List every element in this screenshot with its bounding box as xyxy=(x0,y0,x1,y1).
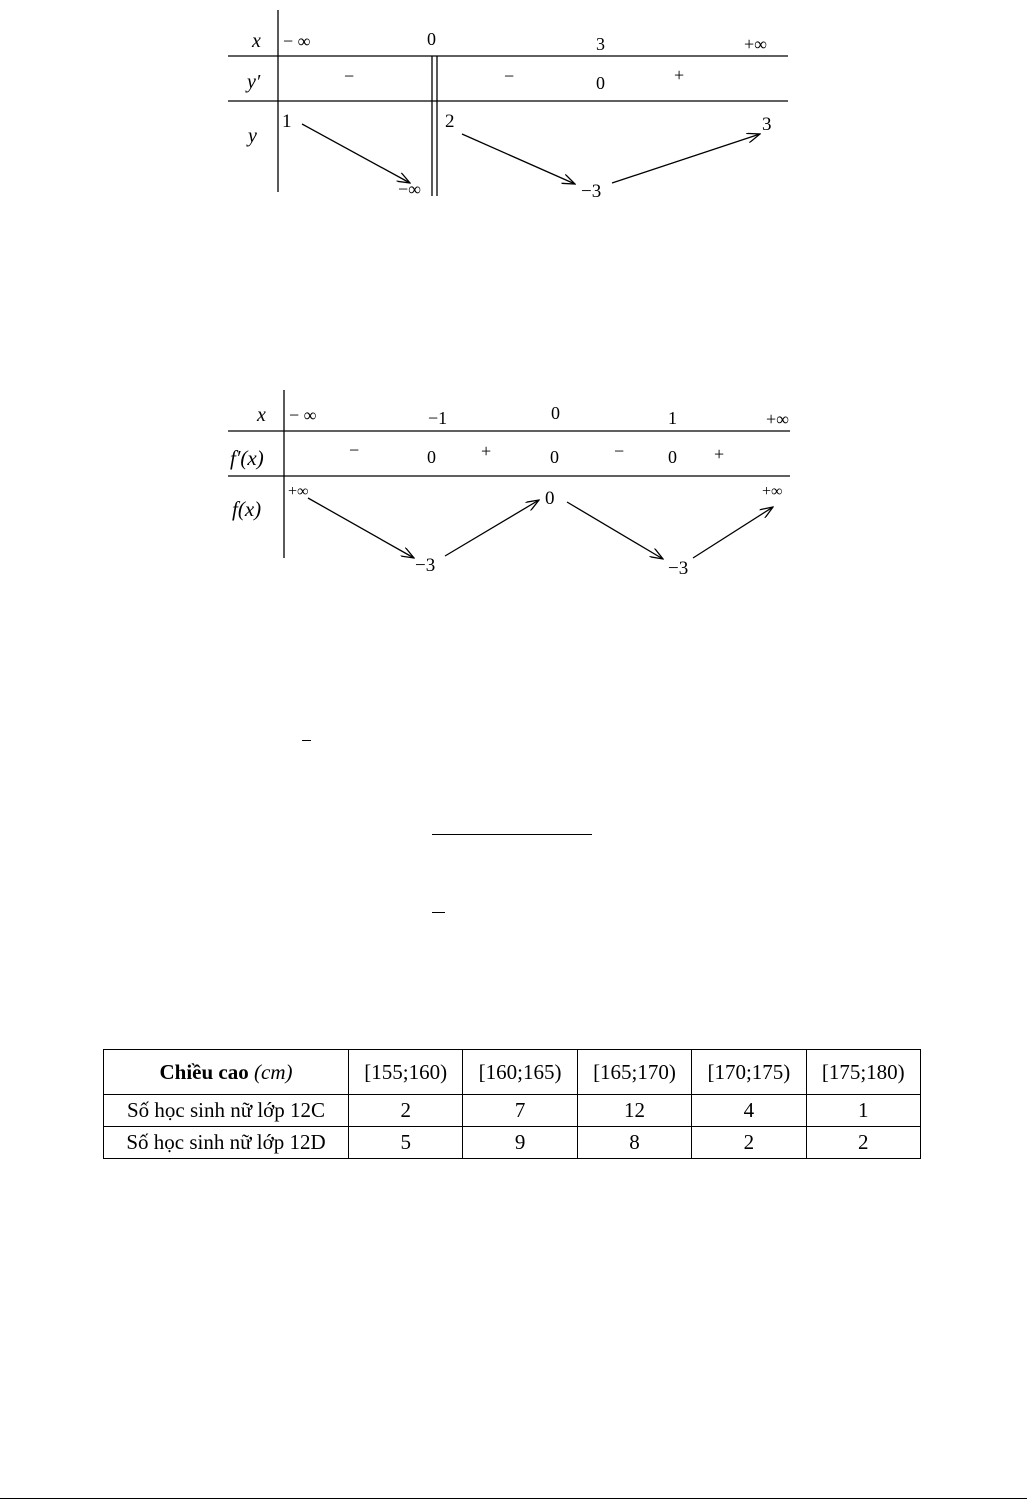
page-bottom-rule xyxy=(0,1498,1027,1499)
table2-arrow-1 xyxy=(308,498,414,558)
table2-zero-1: 0 xyxy=(427,447,436,467)
table1-y-2: 2 xyxy=(445,111,455,132)
table1-sign-zero: 0 xyxy=(596,73,605,93)
table2-x-pos-inf: +∞ xyxy=(766,409,789,429)
height-frequency-table xyxy=(103,1049,921,1159)
table-header-row xyxy=(104,1050,921,1095)
table1-sign-2: − xyxy=(504,66,515,86)
table2-f-pos-inf-right: +∞ xyxy=(762,483,783,500)
table-cell: 5 xyxy=(349,1127,463,1159)
header-interval-3: [165;170) xyxy=(577,1050,691,1095)
table2-x-1: 1 xyxy=(668,408,677,428)
formula-rule xyxy=(432,834,592,835)
table-cell: 12 xyxy=(577,1095,691,1127)
table1-sign-3: + xyxy=(674,65,685,85)
table2-fprime-label: f′(x) xyxy=(230,446,264,470)
table1-y-neg-inf: −∞ xyxy=(398,179,421,199)
table2-arrow-2 xyxy=(445,500,539,556)
table1-x-3: 3 xyxy=(596,34,605,54)
table1-x-pos-inf: +∞ xyxy=(744,34,767,54)
table1-x-label: x xyxy=(252,30,261,52)
table-row xyxy=(104,1095,921,1127)
table-cell: 2 xyxy=(349,1095,463,1127)
table-row xyxy=(104,1127,921,1159)
table-cell: 2 xyxy=(806,1127,920,1159)
table1-x-neg-inf: − ∞ xyxy=(283,31,311,51)
row-label: Số học sinh nữ lớp 12D xyxy=(104,1127,349,1159)
short-rule-2 xyxy=(432,912,445,913)
table2-x-neg1: −1 xyxy=(428,408,448,428)
table-cell: 4 xyxy=(692,1095,806,1127)
header-interval-1: [155;160) xyxy=(349,1050,463,1095)
variation-table-2 xyxy=(0,0,1027,600)
table1-y-1: 1 xyxy=(282,111,292,132)
header-label: Chiều cao xyxy=(159,1059,249,1084)
header-interval-4: [170;175) xyxy=(692,1050,806,1095)
table-cell: 7 xyxy=(463,1095,577,1127)
table1-sign-1: − xyxy=(344,66,355,86)
table2-x-neg-inf: − ∞ xyxy=(289,405,317,425)
table2-sign-1: − xyxy=(349,440,360,460)
table-cell: 9 xyxy=(463,1127,577,1159)
table2-x-0: 0 xyxy=(551,403,560,423)
table2-arrow-4 xyxy=(693,507,773,558)
short-rule-1 xyxy=(302,740,311,741)
header-cell-height xyxy=(104,1050,349,1095)
table1-yprime-label: y′ xyxy=(247,71,261,93)
table1-y-neg3: −3 xyxy=(581,181,602,202)
table2-sign-4: + xyxy=(714,444,725,464)
table2-sign-3: − xyxy=(614,441,625,461)
row-label: Số học sinh nữ lớp 12C xyxy=(104,1095,349,1127)
table2-f-neg3-b: −3 xyxy=(668,558,689,579)
table1-x-0: 0 xyxy=(427,29,436,49)
table2-arrow-3 xyxy=(567,502,663,559)
table1-y-3: 3 xyxy=(762,114,772,135)
header-interval-2: [160;165) xyxy=(463,1050,577,1095)
table-cell: 1 xyxy=(806,1095,920,1127)
table2-x-label: x xyxy=(257,404,266,426)
table-cell: 8 xyxy=(577,1127,691,1159)
table2-f-neg3-a: −3 xyxy=(415,555,436,576)
table2-f-label: f(x) xyxy=(232,497,262,521)
table2-f-0: 0 xyxy=(545,488,555,509)
table2-zero-3: 0 xyxy=(668,447,677,467)
table1-y-label: y xyxy=(248,125,257,147)
table2-f-pos-inf-left: +∞ xyxy=(288,483,309,500)
header-unit: (cm) xyxy=(254,1059,293,1084)
table2-zero-2: 0 xyxy=(550,447,559,467)
table-cell: 2 xyxy=(692,1127,806,1159)
header-interval-5: [175;180) xyxy=(806,1050,920,1095)
table2-sign-2: + xyxy=(481,441,492,461)
